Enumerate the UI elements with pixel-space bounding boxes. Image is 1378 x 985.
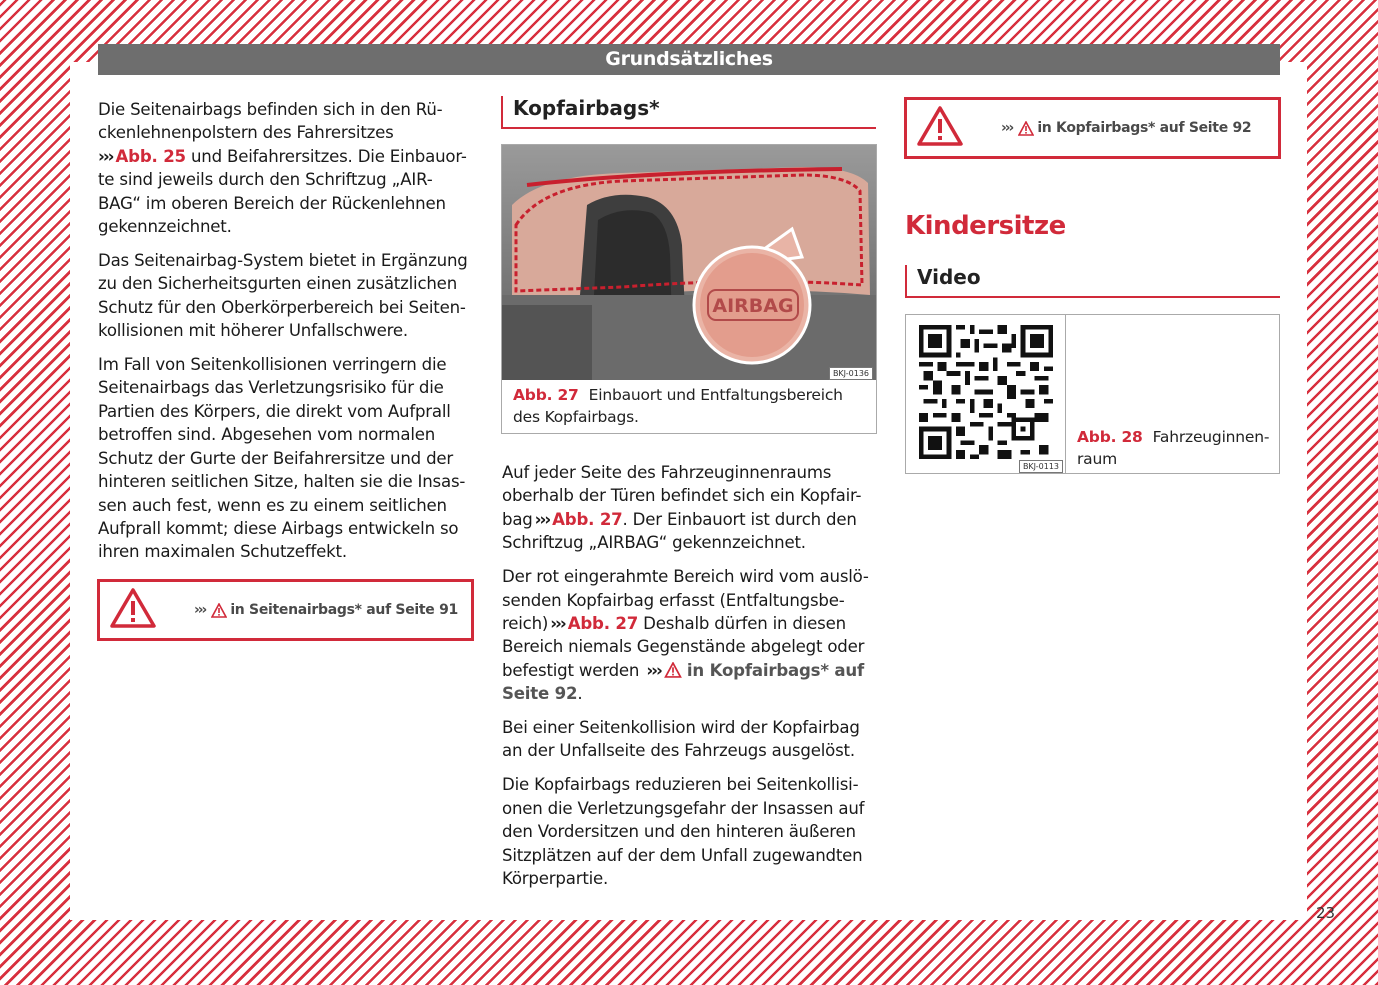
figure-ref-link[interactable]: Abb. 27 bbox=[552, 509, 623, 529]
arrow-icon: ››› bbox=[646, 660, 661, 680]
left-paragraph-1: Die Seitenairbags befinden sich in den Rü-ckenlehnenpolstern des Fahrersitzes ››› Abb. 25 und Beifahrersitzes. Die Einbauor-te sind jeweils durch den Schriftzug „AIR-BAG“ im oberen Bereich der Rückenlehnen gekennzeichnet. bbox=[98, 100, 467, 237]
middle-paragraph-2: Der rot eingerahmte Bereich wird vom auslö-senden Kopfairbag erfasst (Entfaltungsbe-reich) ››› Abb. 27 Deshalb dürfen in diesen Bereich niemals Gegenstände abgelegt oder befestigt werden ››› in Kopfairbags* auf Seite 92. bbox=[502, 567, 869, 704]
arrow-icon: ››› bbox=[534, 509, 550, 529]
warning-reference-link[interactable]: ››› in Kopfairbags* auf Seite 92 bbox=[1001, 120, 1252, 136]
warning-box-side-airbags bbox=[97, 579, 474, 641]
qr-code-icon bbox=[919, 325, 1053, 459]
chapter-title: Kindersitze bbox=[905, 211, 1066, 241]
warning-ref-link[interactable]: in Kopfairbags* auf bbox=[686, 660, 865, 680]
middle-column-text bbox=[502, 461, 878, 901]
middle-paragraph-3: Bei einer Seitenkollision wird der Kopfairbag an der Unfallseite des Fahrzeugs ausgelöst. bbox=[502, 718, 860, 761]
section-heading-video: Video bbox=[905, 265, 1280, 298]
left-paragraph-2: Das Seitenairbag-System bietet in Ergänzung zu den Sicherheitsgurten einen zusätzlichen Schutz für den Oberkörperbereich bei Seiten-kollisionen mit höherer Unfallschwere. bbox=[98, 250, 468, 341]
figure-ref-link[interactable]: Abb. 27 bbox=[567, 613, 639, 633]
arrow-icon: ››› bbox=[550, 613, 565, 633]
left-column bbox=[98, 98, 474, 574]
figure-label: Abb. 28 bbox=[1077, 428, 1143, 446]
warning-box-head-airbags bbox=[904, 97, 1281, 159]
warning-reference-link[interactable]: ››› in Seitenairbags* auf Seite 91 bbox=[194, 602, 458, 618]
arrow-icon: ››› bbox=[1001, 120, 1013, 136]
qr-code-frame[interactable] bbox=[906, 315, 1066, 473]
figure-video bbox=[905, 314, 1280, 474]
warning-small-icon bbox=[211, 603, 227, 618]
section-heading-head-airbags: Kopfairbags* bbox=[501, 96, 876, 129]
figure-label: Abb. 27 bbox=[513, 386, 579, 404]
left-paragraph-3: Im Fall von Seitenkollisionen verringern die Seitenairbags das Verletzungsrisiko für die Partien des Körpers, die direkt vom Aufprall betroffen sind. Abgesehen vom normalen Schutz der Gurte der Beifahrersitze und der hinteren seitlichen Sitze, halten sie die Insas-sen auch fest, wenn es zu einem seitlichen Aufprall kommt; diese Airbags entwickeln so ihren maximalen Schutzeffekt. bbox=[98, 355, 466, 562]
middle-paragraph-1: Auf jeder Seite des Fahrzeuginnenraums oberhalb der Türen befindet sich ein Kopfair-bag ››› Abb. 27. Der Einbauort ist durch den Schriftzug „AIRBAG“ gekennzeichnet. bbox=[502, 463, 862, 553]
warning-triangle-icon bbox=[110, 587, 156, 633]
middle-paragraph-4: Die Kopfairbags reduzieren bei Seitenkollisi-onen die Verletzungsgefahr der Insassen auf den Vordersitzen und den hinteren äußeren Sitzplätzen auf der dem Unfall zugewandten Körperpartie. bbox=[502, 775, 865, 888]
image-code: BKJ-0113 bbox=[1019, 460, 1063, 473]
page-ref-link[interactable]: Seite 92 bbox=[502, 684, 578, 704]
warning-small-icon bbox=[664, 662, 682, 678]
figure-head-airbag bbox=[501, 144, 877, 434]
airbag-label: AIRBAG bbox=[712, 295, 794, 317]
warning-small-icon bbox=[1018, 121, 1034, 136]
page-number: 23 bbox=[1316, 904, 1336, 922]
warning-triangle-icon bbox=[917, 105, 963, 151]
image-code: BKJ-0136 bbox=[829, 367, 873, 380]
figure-caption: Abb. 28 Fahrzeuginnen-raum bbox=[1077, 428, 1270, 468]
arrow-icon: ››› bbox=[98, 146, 113, 166]
arrow-icon: ››› bbox=[194, 602, 206, 618]
section-header: Grundsätzliches bbox=[98, 44, 1280, 75]
figure-ref-link[interactable]: Abb. 25 bbox=[115, 146, 186, 166]
car-interior-illustration bbox=[502, 145, 876, 380]
figure-caption: Abb. 27 Einbauort und Entfaltungsbereich des Kopfairbags. bbox=[513, 386, 843, 426]
